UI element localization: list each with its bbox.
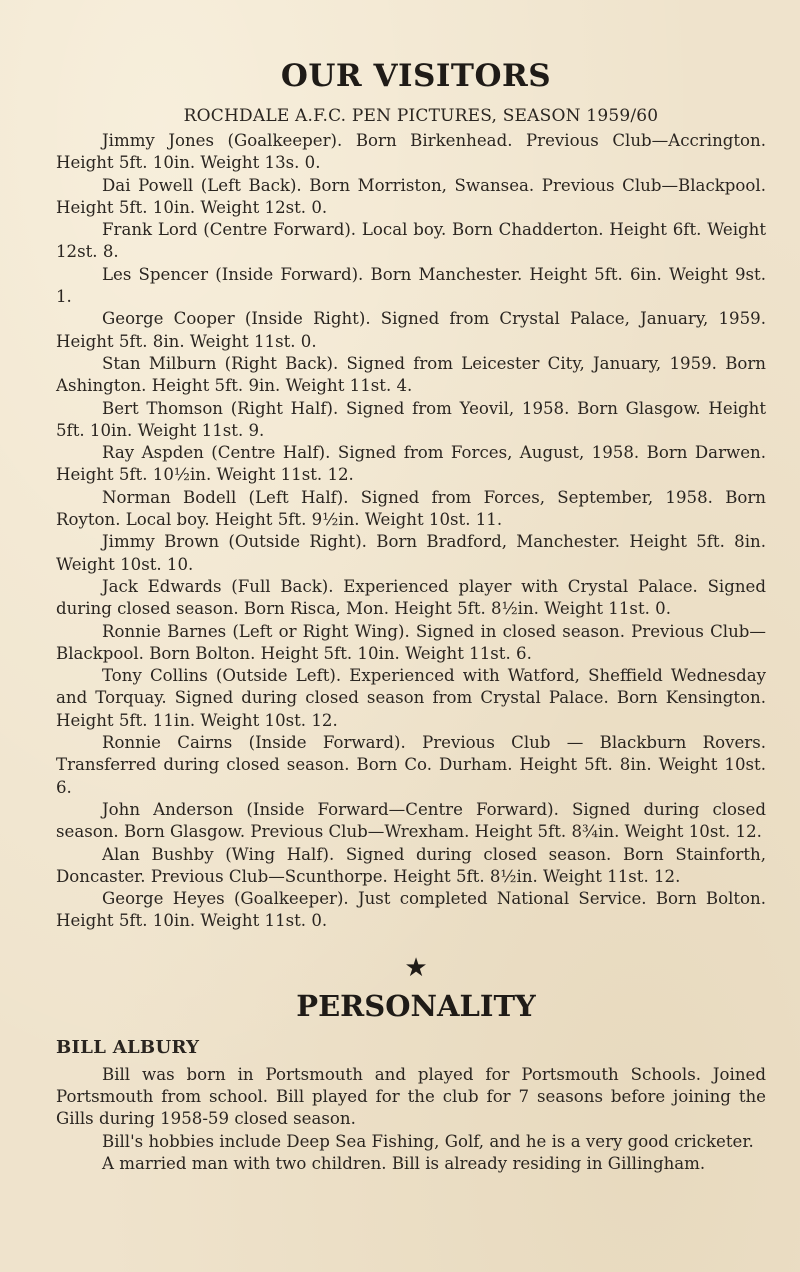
player-entry: Norman Bodell (Left Half). Signed from Forces, September, 1958. Born Royton. Local boy. Height 5ft. 9½in. Weight 10st. 11. [56, 487, 766, 530]
personality-paragraph: A married man with two children. Bill is already residing in Gillingham. [102, 1153, 706, 1173]
player-entry: Jack Edwards (Full Back). Experienced player with Crystal Palace. Signed during closed season. Born Risca, Mon. Height 5ft. 8½in. Weight 11st. 0. [56, 576, 766, 619]
personality-heading: PERSONALITY [296, 988, 536, 1023]
player-entry: Dai Powell (Left Back). Born Morriston, Swansea. Previous Club—Blackpool. Height 5ft. 10in. Weight 12st. 0. [56, 175, 766, 217]
personality-paragraph: Bill was born in Portsmouth and played for Portsmouth Schools. Joined Portsmouth from school. Bill played for the club for 7 seasons before joining the Gills during 1958-59 closed season. [56, 1064, 766, 1129]
player-entry: Ray Aspden (Centre Half). Signed from Forces, August, 1958. Born Darwen. Height 5ft. 10½in. Weight 11st. 12. [56, 443, 766, 485]
star-icon: ★ [404, 952, 428, 983]
player-entry: Frank Lord (Centre Forward). Local boy. Born Chadderton. Height 6ft. Weight 12st. 8. [56, 220, 766, 262]
player-entry: Bert Thomson (Right Half). Signed from Yeovil, 1958. Born Glasgow. Height 5ft. 10in. Weight 11st. 9. [56, 398, 766, 440]
personality-paragraph: Bill's hobbies include Deep Sea Fishing, Golf, and he is a very good cricketer. [102, 1131, 754, 1151]
player-entry: Les Spencer (Inside Forward). Born Manchester. Height 5ft. 6in. Weight 9st. 1. [56, 264, 766, 307]
player-entry: Ronnie Cairns (Inside Forward). Previous Club — Blackburn Rovers. Transferred during closed season. Born Co. Durham. Height 5ft. 8in. Weight 10st. 6. [56, 733, 766, 797]
player-entry: Alan Bushby (Wing Half). Signed during closed season. Born Stainforth, Doncaster. Previous Club—Scunthorpe. Height 5ft. 8½in. Weight 11st. 12. [56, 844, 766, 886]
visitors-heading: OUR VISITORS [280, 58, 552, 94]
player-entry: George Heyes (Goalkeeper). Just completed National Service. Born Bolton. Height 5ft. 10in. Weight 11st. 0. [56, 889, 766, 931]
player-entry: Jimmy Brown (Outside Right). Born Bradford, Manchester. Height 5ft. 8in. Weight 10st. 10. [56, 532, 766, 574]
player-entry: Jimmy Jones (Goalkeeper). Born Birkenhead. Previous Club—Accrington. Height 5ft. 10in. Weight 13s. 0. [56, 131, 766, 173]
player-entry: Stan Milburn (Right Back). Signed from Leicester City, January, 1959. Born Ashington. Height 5ft. 9in. Weight 11st. 4. [56, 353, 766, 396]
player-entry: John Anderson (Inside Forward—Centre Forward). Signed during closed season. Born Glasgow. Previous Club—Wrexham. Height 5ft. 8¾in. Weight 10st. 12. [56, 799, 766, 842]
player-entry: Tony Collins (Outside Left). Experienced with Watford, Sheffield Wednesday and Torquay. Signed during closed season from Crystal Palace. Born Kensington. Height 5ft. 11in. Weight 10st. 12. [56, 666, 766, 730]
pen-pictures-subheading: ROCHDALE A.F.C. PEN PICTURES, SEASON 1959/60 [183, 106, 659, 126]
player-entry: George Cooper (Inside Right). Signed from Crystal Palace, January, 1959. Height 5ft. 8in. Weight 11st. 0. [56, 309, 766, 351]
player-list [56, 130, 766, 933]
personality-name: BILL ALBURY [56, 1036, 200, 1058]
player-entry: Ronnie Barnes (Left or Right Wing). Signed in closed season. Previous Club—Blackpool. Born Bolton. Height 5ft. 10in. Weight 11st. 6. [56, 621, 766, 663]
